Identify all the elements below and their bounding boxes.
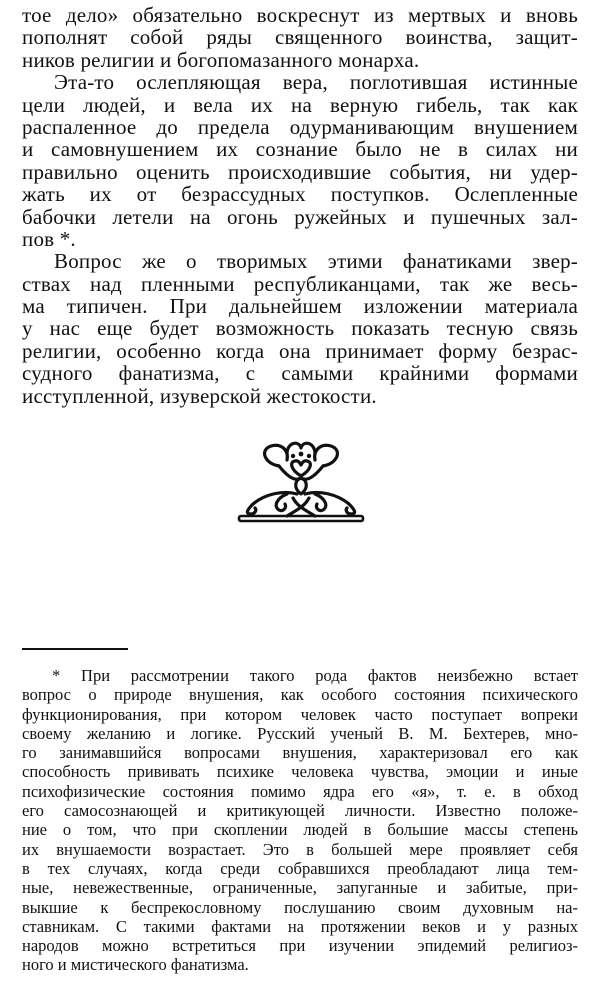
footnote-line: ние о том, что при скоплении людей в большие массы степень	[22, 820, 578, 840]
footnote-line: ставникам. С такими фактами на протяжении веков и у разных	[22, 916, 578, 936]
text-line: ствах над пленными республиканцами, так же весь-	[22, 271, 578, 296]
footnote-line: го занимавшийся вопросами внушения, характеризовал его как	[22, 743, 578, 763]
text-line: бабочки летели на огонь ружейных и пушечных зал-	[22, 204, 578, 229]
footnote-line: способность прививать психике человека чувства, эмоции и иные	[22, 762, 578, 782]
text-line: распаленное до предела одурманивающим внушением	[22, 114, 578, 139]
text-line: ников религии и богопомазанного монарха.	[22, 47, 420, 72]
text-line: у нас еще будет возможность показать тесную связь	[22, 316, 578, 341]
text-line: Вопрос же о творимых этими фанатиками звер-	[54, 249, 578, 274]
paragraph	[22, 71, 578, 250]
footnote-line: функционирования, при котором человек часто поступает вопреки	[22, 704, 578, 724]
text-line: исступленной, изуверской жестокости.	[22, 383, 377, 408]
text-line: пополнят собой ряды священного воинства, защит-	[22, 25, 578, 50]
text-line: Эта-то ослепляющая вера, поглотившая истинные	[54, 70, 578, 95]
paragraph	[22, 4, 578, 71]
footnote-line: * При рассмотрении такого рода фактов неизбежно встает	[52, 666, 578, 685]
footnote	[22, 666, 578, 975]
paragraph	[22, 250, 578, 407]
footnote-line: своему желанию и логике. Русский ученый В. М. Бехтерев, мно-	[22, 723, 578, 743]
text-line: правильно оценить происходившие события, ни удер-	[22, 159, 578, 184]
footnote-divider	[22, 648, 128, 650]
footnote-line: ные, невежественные, ограниченные, запуганные и забитые, при-	[22, 878, 578, 898]
footnote-line: народов можно встретиться при изучении эпидемий религиоз-	[22, 936, 578, 956]
footnote-line: психофизические состояния помимо ядра его «я», т. е. в обход	[22, 781, 578, 801]
text-line: тое дело» обязательно воскреснут из мертвых и вновь	[22, 3, 578, 27]
text-line: цели людей, и вела их на верную гибель, так как	[22, 92, 578, 117]
text-line: судного фанатизма, с самыми крайними формами	[22, 361, 578, 386]
text-line: ма типичен. При дальнейшем изложении материала	[22, 294, 578, 319]
text-line: религии, особенно когда она принимает форму безрас-	[22, 338, 578, 363]
footnote-line: выкшие к беспрекословному послушанию своим духовным на-	[22, 897, 578, 917]
text-line: и самовнушением их сознание было не в силах ни	[22, 137, 578, 162]
footnote-line: вопрос о природе внушения, как особого состояния психического	[22, 685, 578, 705]
footnote-line: в тех случаях, когда среди собравшихся преобладают лица тем-	[22, 858, 578, 878]
footnote-line: его самосознающей и критикующей личности. Известно положе-	[22, 801, 578, 821]
main-text	[22, 4, 578, 407]
text-line-footnote-ref: пов *.	[22, 226, 76, 251]
footnote-line: ного и мистического фанатизма.	[22, 955, 249, 975]
footnote-line: их внушаемости возрастает. Это в большей мере проявляет себя	[22, 839, 578, 859]
text-line: жать их от безрассудных поступков. Ослепленные	[22, 182, 578, 207]
floral-vignette-icon	[235, 436, 367, 524]
